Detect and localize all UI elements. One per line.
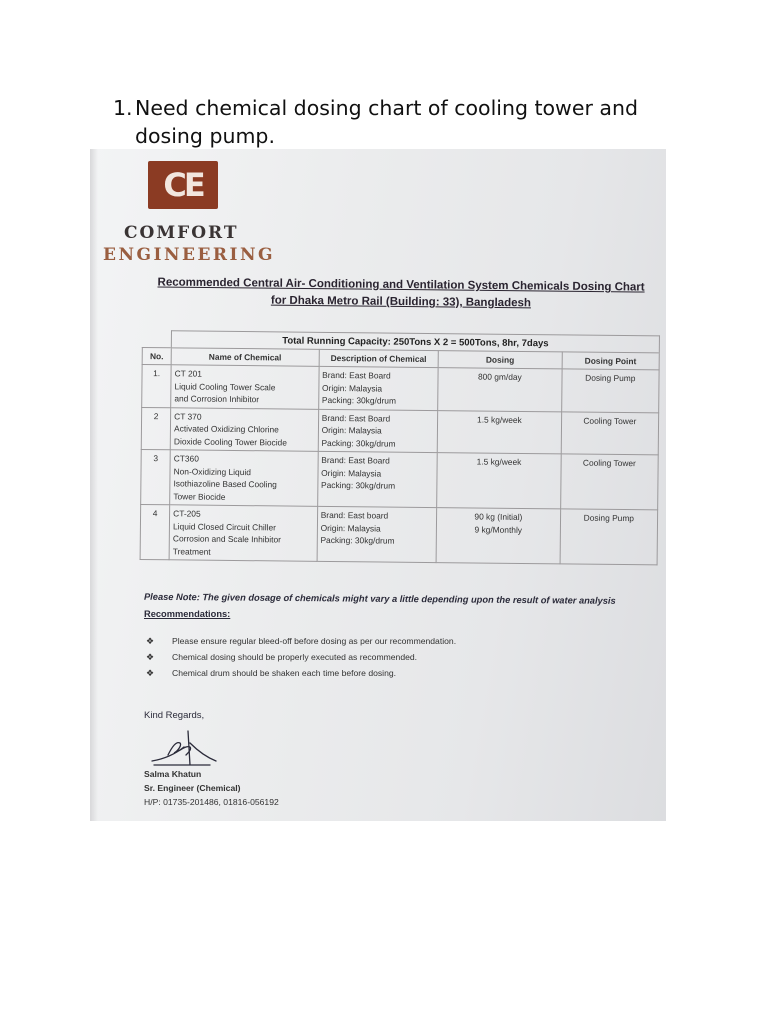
chemical-description-line: Origin: Malaysia bbox=[322, 382, 383, 394]
chemical-name-line: Isothiazoline Based Cooling bbox=[173, 478, 277, 490]
signature-image bbox=[150, 725, 220, 767]
document-title-line1: Recommended Central Air- Conditioning and Ventilation System Chemicals Dosing Chart bbox=[157, 276, 645, 294]
chemical-name bbox=[170, 450, 318, 507]
dosing-point: Cooling Tower bbox=[561, 411, 659, 455]
dosing-amount-line: 90 kg (Initial) bbox=[474, 511, 523, 522]
chemical-description-line: Packing: 30kg/drum bbox=[320, 534, 395, 546]
list-item bbox=[146, 636, 566, 652]
question-number: 1. bbox=[113, 96, 133, 120]
chemical-name-line: Non-Oxidizing Liquid bbox=[173, 465, 251, 477]
dosing-table bbox=[140, 330, 660, 565]
signer-role: Sr. Engineer (Chemical) bbox=[144, 783, 241, 793]
row-number: 1. bbox=[142, 365, 172, 408]
chemical-name-line: Dioxide Cooling Tower Biocide bbox=[173, 435, 287, 448]
recommendations-list bbox=[146, 636, 566, 684]
dosing-amount-line: 1.5 kg/week bbox=[476, 456, 522, 467]
table-row bbox=[141, 407, 658, 455]
dosing-amount bbox=[436, 508, 560, 564]
dosing-point: Cooling Tower bbox=[560, 454, 658, 510]
company-name-line2: ENGINEERING bbox=[103, 245, 276, 265]
header-no: No. bbox=[142, 347, 171, 365]
recommendation-text: Chemical dosing should be properly executed as recommended. bbox=[172, 652, 418, 662]
company-logo bbox=[148, 161, 218, 209]
table-body bbox=[140, 365, 659, 565]
chemical-description-line: Packing: 30kg/drum bbox=[321, 479, 396, 491]
capacity-text: Total Running Capacity: 250Tons X 2 = 500Tons, 8hr, 7days bbox=[171, 331, 659, 353]
chemical-description bbox=[318, 409, 438, 453]
list-item bbox=[146, 652, 566, 668]
diamond-bullet-icon: ❖ bbox=[146, 668, 155, 678]
chemical-description bbox=[318, 366, 438, 410]
chemical-name-line: CT 201 bbox=[174, 368, 203, 379]
dosage-note: Please Note: The given dosage of chemicals might vary a little depending upon the result of water analysis bbox=[143, 591, 616, 606]
dosing-amount bbox=[437, 453, 561, 509]
dosing-amount bbox=[437, 410, 561, 454]
question-text: Need chemical dosing chart of cooling tower and dosing pump. bbox=[135, 96, 638, 148]
document-title bbox=[146, 274, 656, 313]
chemical-description-line: Brand: East board bbox=[320, 509, 389, 521]
header-name: Name of Chemical bbox=[171, 347, 319, 366]
recommendations-title: Recommendations: bbox=[144, 609, 231, 619]
chemical-name-line: Activated Oxidizing Chlorine bbox=[174, 423, 279, 435]
chemical-name bbox=[170, 407, 318, 451]
dosing-amount-line: 1.5 kg/week bbox=[477, 414, 522, 425]
photo-edge-shadow bbox=[90, 149, 98, 821]
chemical-name-line: Liquid Cooling Tower Scale bbox=[174, 380, 276, 392]
chemical-description-line: Origin: Malaysia bbox=[321, 467, 382, 479]
company-name-line1: COMFORT bbox=[124, 223, 239, 243]
chemical-name bbox=[169, 505, 317, 562]
chemical-name-line: Tower Biocide bbox=[173, 490, 226, 502]
recommendation-text: Chemical drum should be shaken each time before dosing. bbox=[172, 668, 397, 678]
chemical-name-line: Corrosion and Scale Inhibitor bbox=[172, 533, 281, 545]
table-row bbox=[140, 504, 658, 564]
header-description: Description of Chemical bbox=[319, 349, 439, 368]
dosing-amount-line: 800 gm/day bbox=[477, 371, 522, 382]
recommendation-text: Please ensure regular bleed-off before dosing as per our recommendation. bbox=[172, 636, 457, 646]
header-dosing: Dosing bbox=[438, 350, 562, 369]
chemical-description-line: Brand: East Board bbox=[322, 369, 391, 381]
chemical-description-line: Origin: Malaysia bbox=[320, 522, 381, 534]
chemical-name-line: Treatment bbox=[172, 545, 211, 557]
table-row bbox=[142, 365, 659, 413]
regards-text: Kind Regards, bbox=[144, 710, 205, 721]
question-heading bbox=[113, 94, 673, 150]
dosing-point: Dosing Pump bbox=[560, 509, 658, 565]
signer-name: Salma Khatun bbox=[144, 769, 202, 779]
table-row bbox=[141, 449, 659, 509]
chemical-name bbox=[171, 365, 319, 409]
dosing-table-wrapper bbox=[140, 330, 660, 565]
document-photo bbox=[90, 149, 666, 821]
signer-phone: H/P: 01735-201486, 01816-056192 bbox=[144, 797, 279, 807]
list-item bbox=[146, 668, 566, 684]
dosing-point: Dosing Pump bbox=[561, 369, 659, 413]
signature-block bbox=[144, 767, 279, 809]
chemical-description bbox=[317, 506, 437, 562]
chemical-description-line: Origin: Malaysia bbox=[321, 424, 382, 436]
chemical-name-line: CT360 bbox=[173, 453, 199, 464]
chemical-name-line: CT-205 bbox=[173, 508, 201, 519]
header-dosing-point: Dosing Point bbox=[562, 351, 660, 370]
chemical-name-line: Liquid Closed Circuit Chiller bbox=[173, 520, 276, 532]
logo-icon: CE bbox=[163, 166, 203, 204]
dosing-amount-line: 9 kg/Monthly bbox=[474, 523, 523, 535]
chemical-description-line: Brand: East Board bbox=[321, 412, 391, 424]
document-title-line2: for Dhaka Metro Rail (Building: 33), Bangladesh bbox=[270, 294, 532, 310]
row-number: 4 bbox=[140, 504, 170, 559]
chemical-name-line: CT 370 bbox=[174, 410, 202, 422]
chemical-description-line: Brand: East Board bbox=[321, 454, 390, 466]
chemical-description-line: Packing: 30kg/drum bbox=[321, 394, 397, 406]
chemical-description-line: Packing: 30kg/drum bbox=[321, 437, 396, 449]
row-number: 2 bbox=[141, 407, 171, 450]
diamond-bullet-icon: ❖ bbox=[146, 636, 155, 646]
diamond-bullet-icon: ❖ bbox=[146, 652, 155, 662]
dosing-amount bbox=[438, 368, 562, 412]
chemical-description bbox=[317, 451, 437, 507]
row-number: 3 bbox=[141, 449, 171, 504]
chemical-name-line: and Corrosion Inhibitor bbox=[174, 393, 260, 405]
